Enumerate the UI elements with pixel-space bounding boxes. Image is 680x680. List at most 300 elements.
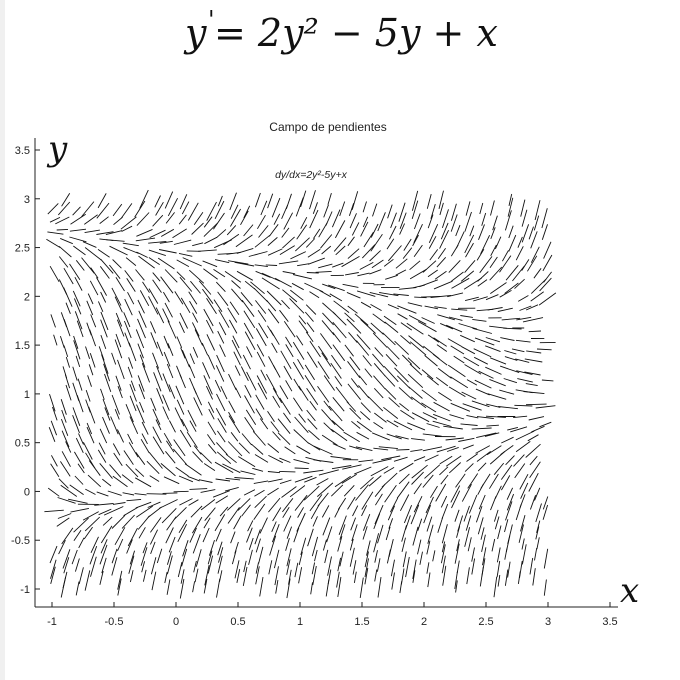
slope-segment — [466, 516, 471, 531]
slope-segment — [485, 433, 499, 437]
slope-segment — [268, 444, 279, 453]
slope-segment — [418, 540, 421, 555]
slope-segment — [361, 319, 376, 333]
slope-segment — [215, 514, 225, 531]
slope-segment — [51, 314, 56, 327]
slope-segment — [193, 347, 198, 357]
slope-segment — [322, 505, 329, 517]
y-tick-label: 1.5 — [14, 340, 30, 353]
slope-segment — [161, 229, 174, 236]
slope-segment — [150, 476, 159, 482]
slope-segment — [118, 360, 125, 379]
slope-segment — [218, 418, 227, 432]
slope-segment — [169, 537, 175, 552]
slope-segment — [63, 366, 67, 378]
slope-segment — [208, 402, 214, 413]
slope-segment — [181, 298, 190, 313]
slope-segment — [91, 315, 96, 328]
slope-segment — [342, 465, 361, 469]
slope-segment — [201, 499, 215, 510]
slope-segment — [307, 352, 317, 368]
slope-segment — [298, 507, 304, 517]
slope-segment — [231, 289, 242, 302]
slope-segment — [368, 396, 383, 411]
slope-segment — [193, 534, 200, 553]
slope-segment — [333, 345, 345, 361]
slope-segment — [178, 562, 182, 577]
slope-segment — [318, 386, 329, 402]
slope-segment — [194, 446, 201, 455]
handwritten-equation — [183, 6, 498, 55]
slope-segment — [54, 335, 57, 346]
slope-segment — [404, 505, 411, 523]
slope-segment — [527, 256, 536, 271]
slope-segment — [66, 357, 69, 368]
slope-segment — [216, 479, 230, 481]
slope-segment — [542, 380, 554, 381]
slope-segment — [378, 577, 381, 597]
slope-segment — [128, 434, 133, 444]
slope-segment — [238, 498, 250, 510]
slope-segment — [185, 464, 202, 476]
slope-segment — [480, 256, 492, 272]
slope-segment — [308, 529, 314, 546]
slope-segment — [221, 386, 227, 399]
slope-segment — [149, 289, 158, 304]
y-tick-label: -0.5 — [11, 535, 30, 548]
slope-segment — [310, 341, 321, 357]
slope-segment — [295, 563, 298, 577]
slope-segment — [294, 459, 310, 463]
slope-segment — [204, 464, 215, 471]
slope-segment — [198, 250, 217, 251]
slope-segment — [112, 557, 117, 575]
slope-segment — [81, 202, 94, 217]
slope-segment — [505, 519, 508, 532]
slope-segment — [188, 203, 198, 221]
slope-segment — [475, 380, 492, 388]
slope-segment — [282, 300, 290, 309]
slope-segment — [163, 292, 169, 302]
slope-segment — [50, 217, 60, 222]
slope-segment — [88, 475, 101, 487]
slope-segment — [268, 472, 280, 473]
slope-segment — [76, 260, 84, 270]
slope-segment — [247, 372, 256, 390]
slope-segment — [136, 238, 155, 241]
slope-segment — [59, 257, 68, 268]
slope-segment — [412, 472, 424, 484]
slope-segment — [118, 539, 123, 551]
slope-segment — [51, 421, 56, 435]
slope-segment — [73, 407, 80, 425]
slope-segment — [342, 474, 357, 483]
slope-segment — [114, 453, 123, 466]
slope-segment — [293, 275, 312, 279]
slope-segment — [427, 194, 431, 209]
slope-segment — [153, 353, 159, 369]
slope-segment — [479, 371, 494, 378]
slope-segment — [247, 528, 253, 543]
slope-segment — [498, 526, 501, 540]
slope-segment — [126, 404, 133, 422]
slope-segment — [481, 474, 490, 489]
slope-segment — [305, 312, 313, 322]
slope-segment — [413, 235, 419, 246]
slope-segment — [88, 375, 92, 386]
slope-segment — [101, 312, 108, 330]
slope-segment — [75, 559, 79, 572]
slope-segment — [290, 486, 305, 497]
slope-segment — [156, 308, 164, 324]
slope-segment — [217, 229, 226, 237]
x-tick-label: 1.5 — [354, 616, 370, 628]
slope-segment — [153, 280, 162, 293]
slope-segment — [244, 323, 253, 339]
slope-segment — [98, 301, 103, 311]
slope-segment — [229, 374, 237, 390]
slope-segment — [151, 332, 158, 348]
slope-segment — [408, 374, 423, 388]
slope-segment — [454, 356, 465, 363]
slope-segment — [69, 237, 86, 242]
slope-segment — [90, 353, 95, 367]
slope-segment — [401, 569, 404, 585]
slope-segment — [490, 257, 497, 268]
slope-segment — [506, 501, 513, 520]
slope-segment — [161, 463, 176, 476]
slope-segment — [450, 377, 467, 388]
slope-segment — [478, 280, 487, 287]
slope-segment — [430, 249, 438, 260]
x-tick-label: 0.5 — [230, 616, 246, 628]
slope-segment — [89, 364, 93, 375]
slope-segment — [299, 321, 308, 333]
slope-segment — [424, 505, 431, 523]
slope-segment — [192, 243, 203, 246]
slope-segment — [157, 388, 163, 404]
slope-segment — [111, 417, 119, 435]
slope-segment — [237, 271, 253, 280]
slope-segment — [467, 567, 470, 584]
slope-segment — [233, 336, 239, 348]
slope-segment — [121, 217, 136, 229]
slope-segment — [88, 294, 93, 304]
slope-segment — [428, 335, 439, 342]
slope-segment — [433, 550, 435, 561]
slope-segment — [149, 296, 158, 314]
slope-segment — [413, 527, 418, 546]
slope-segment — [455, 510, 459, 522]
slope-segment — [50, 394, 56, 411]
slope-segment — [298, 359, 304, 369]
slope-segment — [75, 277, 82, 290]
slope-segment — [269, 224, 278, 236]
slope-segment — [350, 213, 356, 228]
slope-segment — [362, 505, 367, 516]
slope-segment — [412, 191, 417, 211]
slope-segment — [427, 424, 440, 428]
slope-segment — [191, 506, 202, 517]
slope-segment — [58, 514, 71, 519]
slope-segment — [331, 429, 347, 440]
slope-segment — [470, 226, 474, 237]
slope-segment — [192, 223, 204, 234]
slope-segment — [194, 212, 203, 225]
slope-segment — [142, 363, 149, 382]
slope-segment — [137, 405, 145, 424]
slope-segment — [231, 532, 236, 544]
slope-segment — [476, 446, 490, 454]
slope-segment — [328, 285, 345, 291]
slope-segment — [101, 259, 113, 273]
slope-segment — [226, 478, 241, 480]
slope-segment — [331, 363, 342, 378]
slope-segment — [180, 579, 184, 599]
slope-segment — [466, 243, 474, 257]
slope-segment — [357, 334, 370, 349]
slope-segment — [388, 205, 393, 219]
slope-segment — [268, 498, 280, 512]
slope-segment — [123, 493, 135, 495]
slope-segment — [373, 204, 377, 217]
slope-segment — [245, 281, 255, 289]
slope-segment — [466, 415, 478, 418]
slope-segment — [340, 202, 345, 217]
slope-segment — [239, 443, 250, 454]
slope-segment — [478, 517, 483, 534]
slope-segment — [59, 246, 71, 257]
slope-segment — [68, 499, 88, 503]
slope-segment — [126, 464, 138, 477]
slope-segment — [59, 279, 66, 294]
slope-segment — [323, 540, 326, 551]
slope-segment — [71, 508, 89, 512]
slope-segment — [459, 324, 477, 330]
slope-segment — [256, 409, 263, 420]
slope-segment — [59, 540, 66, 554]
slope-segment — [150, 530, 157, 545]
slope-segment — [140, 290, 149, 305]
slope-segment — [100, 571, 103, 585]
slope-segment — [531, 247, 539, 263]
slope-segment — [285, 447, 296, 454]
slope-segment — [359, 376, 367, 385]
slope-segment — [130, 570, 133, 582]
slope-segment — [241, 471, 256, 475]
slope-segment — [495, 237, 501, 249]
slope-segment — [409, 315, 426, 324]
slope-segment — [311, 505, 319, 519]
slope-segment — [299, 316, 306, 325]
slope-segment — [267, 488, 278, 495]
slope-segment — [219, 322, 226, 335]
slope-segment — [347, 292, 361, 298]
slope-segment — [168, 321, 176, 339]
slope-segment — [63, 572, 67, 588]
slope-segment — [227, 225, 236, 235]
slope-segment — [308, 249, 320, 257]
slope-segment — [447, 293, 463, 297]
slope-segment — [345, 345, 354, 356]
slope-segment — [274, 550, 279, 568]
slope-segment — [438, 392, 451, 400]
slope-segment — [460, 316, 473, 318]
slope-segment — [450, 415, 465, 419]
slope-segment — [141, 439, 149, 453]
slope-segment — [253, 431, 265, 445]
slope-segment — [109, 265, 120, 279]
slope-segment — [414, 483, 422, 494]
slope-segment — [461, 424, 478, 426]
slope-segment — [389, 539, 393, 557]
slope-segment — [315, 550, 318, 561]
slope-segment — [46, 239, 60, 247]
slope-segment — [143, 282, 150, 293]
slope-segment — [382, 473, 397, 487]
slope-segment — [474, 349, 492, 357]
slope-segment — [396, 450, 409, 451]
slope-segment — [535, 488, 540, 501]
slope-segment — [487, 446, 501, 455]
slope-segment — [164, 477, 179, 484]
slope-segment — [441, 223, 448, 239]
slope-segment — [397, 482, 409, 499]
slope-segment — [194, 397, 203, 415]
slope-segment — [235, 542, 239, 554]
slope-segment — [537, 537, 539, 549]
slope-segment — [235, 366, 240, 376]
slope-segment — [125, 333, 130, 347]
slope-segment — [274, 214, 280, 225]
slope-segment — [501, 445, 514, 454]
slope-segment — [180, 430, 191, 447]
slope-segment — [360, 411, 370, 420]
slope-segment — [214, 300, 222, 312]
slope-segment — [159, 500, 177, 509]
slope-segment — [515, 464, 525, 478]
slope-segment — [413, 560, 416, 579]
slope-segment — [225, 271, 241, 282]
slope-segment — [428, 215, 433, 229]
slope-segment — [526, 384, 538, 386]
slope-segment — [536, 504, 542, 523]
slope-segment — [318, 361, 329, 378]
slope-segment — [399, 474, 409, 484]
x-tick-label: 2 — [420, 616, 428, 628]
slope-segment — [48, 488, 59, 496]
slope-segment — [467, 454, 478, 462]
slope-segment — [348, 497, 356, 509]
slope-segment — [129, 442, 138, 457]
slope-segment — [400, 224, 405, 235]
slope-segment — [205, 565, 209, 585]
slope-segment — [280, 246, 295, 255]
slope-segment — [476, 433, 496, 438]
slope-segment — [102, 354, 109, 373]
slope-segment — [352, 222, 359, 235]
slope-segment — [400, 495, 408, 511]
slope-segment — [236, 388, 241, 398]
slope-segment — [526, 444, 541, 457]
slope-segment — [116, 277, 125, 291]
y-ticks — [11, 145, 40, 596]
slope-segment — [423, 434, 442, 436]
slope-segment — [125, 299, 133, 315]
slope-segment — [247, 346, 253, 357]
slope-segment — [446, 438, 464, 440]
slope-segment — [421, 403, 436, 412]
slope-segment — [482, 213, 486, 226]
slope-segment — [440, 456, 452, 464]
slope-segment — [255, 193, 260, 207]
slope-segment — [245, 385, 251, 397]
slope-segment — [195, 330, 203, 346]
slope-segment — [225, 487, 239, 491]
slope-segment — [101, 292, 106, 303]
slope-segment — [410, 269, 426, 279]
slope-segment — [51, 455, 57, 466]
slope-segment — [216, 282, 225, 292]
slope-segment — [268, 309, 279, 323]
slope-segment — [282, 290, 297, 302]
slope-segment — [429, 236, 436, 248]
slope-segment — [207, 434, 214, 445]
slope-segment — [375, 550, 378, 562]
slope-segment — [295, 238, 309, 251]
slope-segment — [66, 303, 70, 314]
slope-segment — [284, 321, 295, 337]
slope-segment — [157, 366, 163, 381]
slope-segment — [57, 518, 70, 527]
slope-segment — [51, 464, 59, 477]
slope-segment — [392, 573, 395, 590]
slope-segment — [173, 229, 187, 238]
slope-segment — [348, 361, 360, 378]
slope-segment — [406, 557, 410, 577]
slope-segment — [195, 569, 198, 582]
slope-segment — [177, 337, 182, 348]
slope-segment — [320, 333, 331, 349]
slope-segment — [414, 496, 422, 512]
slope-segment — [361, 302, 371, 308]
slope-segment — [295, 495, 307, 510]
slope-segment — [534, 268, 541, 278]
slope-segment — [316, 271, 332, 272]
slope-segment — [401, 323, 412, 331]
slope-segment — [536, 406, 556, 408]
slope-segment — [509, 235, 516, 251]
slope-segment — [122, 515, 135, 528]
slope-segment — [78, 464, 84, 473]
slope-segment — [101, 320, 108, 338]
slope-segment — [237, 248, 254, 253]
slope-segment — [182, 202, 189, 215]
slope-segment — [269, 356, 276, 369]
slope-segment — [490, 358, 506, 364]
slope-segment — [50, 266, 59, 282]
slope-segment — [307, 388, 318, 405]
slope-segment — [531, 426, 544, 432]
slope-segment — [497, 548, 500, 563]
slope-segment — [362, 492, 373, 510]
slope-segment — [308, 430, 319, 440]
slope-segment — [354, 572, 356, 583]
slope-segment — [352, 524, 357, 541]
slope-segment — [528, 435, 539, 441]
slope-segment — [127, 499, 142, 500]
slope-segment — [420, 552, 423, 565]
